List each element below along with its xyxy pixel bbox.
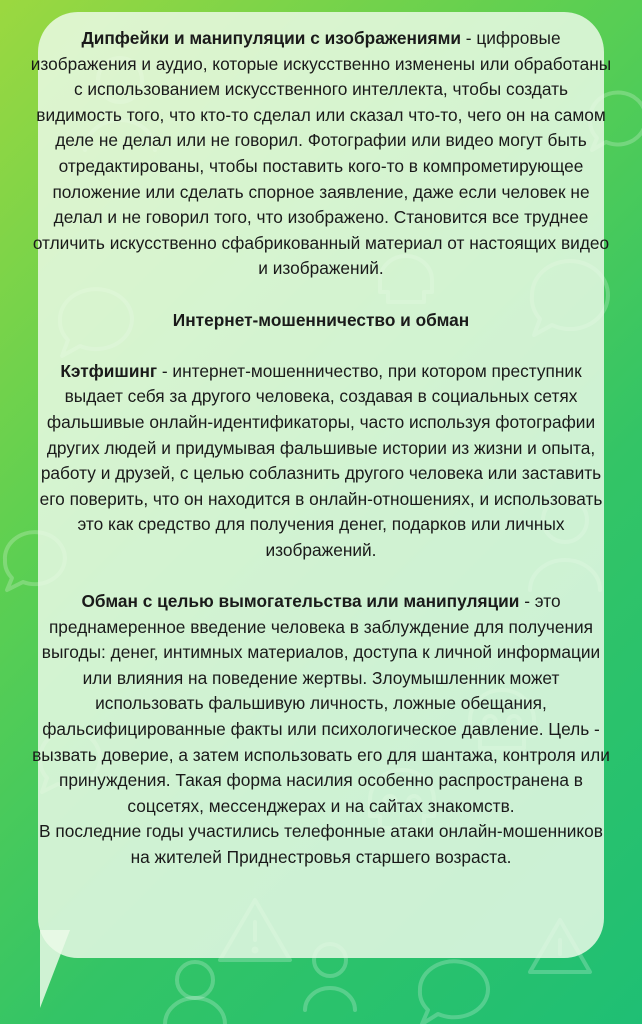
fraud-heading bbox=[30, 308, 612, 334]
chat-bubble-icon bbox=[420, 961, 488, 1024]
extortion-term: Обман с целью вымогательства или манипуляции bbox=[81, 591, 520, 612]
catfishing-paragraph bbox=[30, 359, 612, 564]
deepfakes-paragraph bbox=[30, 26, 612, 282]
fraud-heading-text: Интернет-мошенничество и обман bbox=[172, 309, 470, 330]
deepfakes-term: Дипфейки и манипуляции с изображениями bbox=[81, 28, 461, 48]
deepfakes-definition: - цифровые изображения и аудио, которые искусственно изменены или обработаны с использованием искусственного интеллекта, чтобы создать видимость того, что кто-то сделал или сказал что-то, чего он на самом деле не делал или не говорил. Фотографии или видео могут быть отредактированы, чтобы поставить кого-то в компрометирующее положение или сделать спорное заявление, даже если человек не делал и не говорил того, что изображено. Становится все труднее отличить искусственно сфабрикованный материал от настоящих видео и изображений. bbox=[30, 28, 612, 279]
user-icon bbox=[165, 962, 225, 1024]
article-text bbox=[30, 26, 612, 871]
extortion-paragraph bbox=[30, 589, 612, 819]
extortion-definition: - это преднамеренное введение человека в заблуждение для получения выгоды: денег, интимных материалов, доступа к личной информации или влияния на поведение жертвы. Злоумышленник может использовать фальшивую личность, ложные обещания, фальсифицированные факты или психологическое давление. Цель - вызвать доверие, а затем использовать его для шантажа, контроля или принуждения. Такая форма насилия особенно распространена в соцсетях, мессенджерах и на сайтах знакомств. bbox=[32, 591, 610, 816]
closing-paragraph: В последние годы участились телефонные атаки онлайн-мошенников на жителей Приднестровья старшего возраста. bbox=[39, 821, 603, 867]
catfishing-term: Кэтфишинг bbox=[60, 360, 158, 381]
catfishing-definition: - интернет-мошенничество, при котором преступник выдает себя за другого человека, создавая в социальных сетях фальшивые онлайн-идентификаторы, часто используя фотографии других людей и придумывая фальшивые истории из жизни и опыта, работу и друзей, с целью соблазнить другого человека или заставить его поверить, что он находится в онлайн-отношениях, и использовать это как средство для получения денег, подарков или личных изображений. bbox=[39, 360, 603, 560]
